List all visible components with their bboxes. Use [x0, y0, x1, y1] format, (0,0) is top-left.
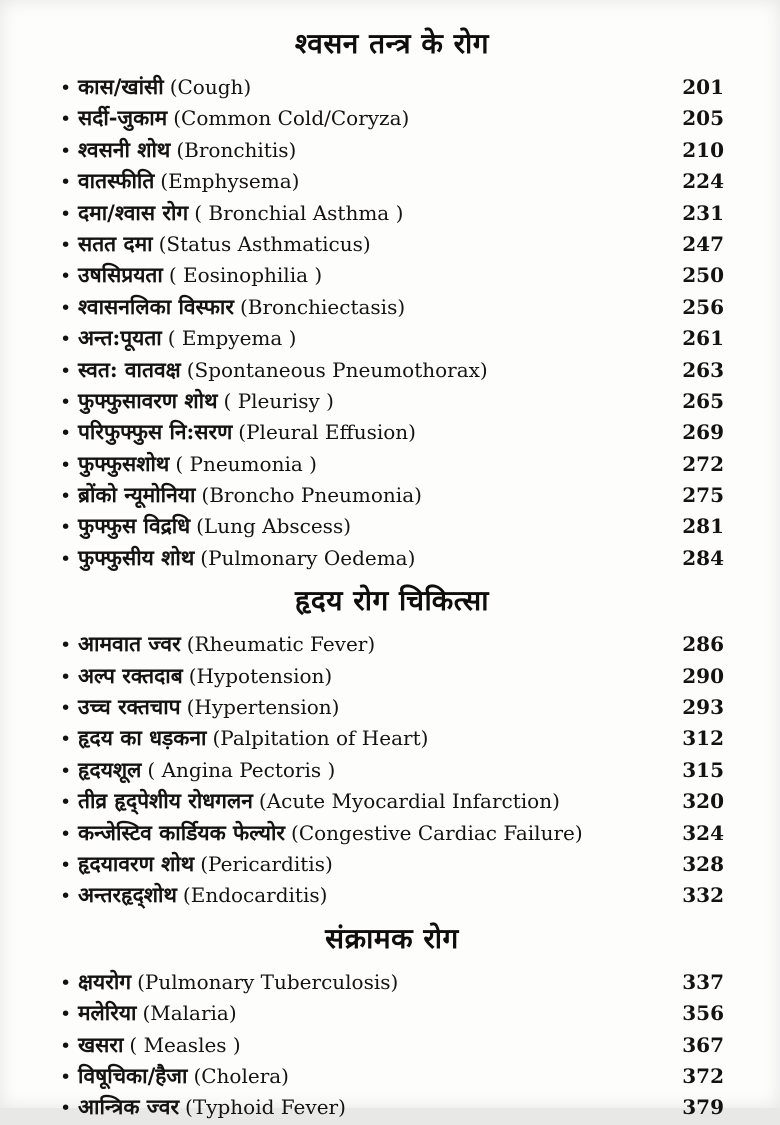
- bullet-icon: •: [60, 697, 72, 720]
- toc-entry-english: (Typhoid Fever): [185, 1095, 346, 1120]
- bullet-icon: •: [60, 759, 72, 782]
- toc-entry-label: [78, 354, 488, 386]
- table-of-contents: [60, 10, 724, 1123]
- toc-entry-hindi: हृदय का धड़कना: [78, 725, 207, 751]
- bullet-icon: •: [60, 108, 72, 131]
- toc-entry-english: (Endocarditis): [182, 883, 328, 908]
- toc-page-number: 367: [682, 1032, 724, 1057]
- toc-entry-label: [78, 542, 415, 574]
- toc-page-number: 272: [682, 451, 724, 476]
- bullet-icon: •: [60, 547, 72, 570]
- toc-entry-english: (Spontaneous Pneumothorax): [186, 357, 488, 382]
- toc-entry-hindi: वातस्फीति: [78, 168, 155, 194]
- toc-entry-label: [78, 628, 375, 660]
- toc-entry-label: [78, 448, 317, 480]
- toc-entry-label: [78, 71, 251, 103]
- toc-entry-english: ( Pneumonia ): [175, 451, 317, 476]
- toc-entry-english: (Emphysema): [160, 169, 300, 194]
- bullet-icon: •: [60, 139, 72, 162]
- toc-entry-english: (Pulmonary Oedema): [200, 545, 416, 570]
- bullet-icon: •: [60, 885, 72, 908]
- toc-row: [60, 1029, 724, 1060]
- toc-entry-label: [78, 966, 398, 998]
- toc-section: [60, 10, 724, 573]
- toc-row: [60, 479, 724, 510]
- toc-page-number: 324: [682, 820, 724, 845]
- toc-entry-label: [78, 817, 583, 849]
- toc-row: [60, 1060, 724, 1091]
- toc-page-number: 337: [682, 969, 724, 994]
- toc-page-number: 224: [682, 169, 724, 194]
- toc-page-number: 328: [682, 851, 724, 876]
- toc-entry-hindi: फुफ्फुस विद्रधि: [78, 513, 191, 539]
- bullet-icon: •: [60, 233, 72, 256]
- section-title: हृदय रोग चिकित्सा: [295, 584, 489, 618]
- toc-entry-hindi: क्षयरोग: [78, 968, 132, 994]
- toc-entry-english: (Cough): [169, 75, 252, 99]
- toc-row: [60, 754, 724, 785]
- toc-row: [60, 966, 724, 997]
- toc-row: [60, 165, 724, 196]
- toc-entry-english: (Cholera): [193, 1063, 289, 1088]
- toc-row: [60, 416, 724, 447]
- toc-row: [60, 197, 724, 228]
- toc-entry-hindi: श्वासनलिका विस्फार: [78, 293, 234, 319]
- toc-row: [60, 228, 724, 259]
- toc-page-number: 315: [682, 757, 724, 782]
- toc-entry-label: [78, 228, 371, 260]
- toc-entry-hindi: फुफ्फुसावरण शोथ: [78, 387, 218, 413]
- bullet-icon: •: [60, 77, 72, 99]
- toc-page-number: 210: [682, 137, 724, 162]
- toc-row: [60, 259, 724, 290]
- toc-entry-hindi: उच्च रक्तचाप: [78, 694, 181, 720]
- toc-entry-label: [78, 722, 428, 754]
- toc-entry-hindi: फुफ्फुसशोथ: [78, 450, 170, 476]
- toc-entry-label: [78, 322, 296, 354]
- toc-row: [60, 997, 724, 1028]
- toc-entry-english: (Malaria): [142, 1001, 237, 1026]
- toc-entry-hindi: श्वसनी शोथ: [78, 136, 171, 162]
- toc-row: [60, 102, 724, 133]
- toc-entry-english: (Acute Myocardial Infarction): [258, 789, 560, 814]
- bullet-icon: •: [60, 665, 72, 688]
- toc-row: [60, 1091, 724, 1122]
- toc-page-number: 356: [682, 1001, 724, 1026]
- bullet-icon: •: [60, 296, 72, 319]
- toc-entry-label: [78, 1091, 346, 1123]
- toc-row: [60, 785, 724, 816]
- toc-entry-english: (Pericarditis): [200, 851, 333, 876]
- bullet-icon: •: [60, 453, 72, 476]
- toc-entry-label: [78, 259, 322, 291]
- toc-entry-label: [78, 1029, 241, 1061]
- section-title: संक्रामक रोग: [325, 921, 459, 955]
- toc-entry-hindi: अन्तरहृद्शोथ: [78, 882, 177, 908]
- bullet-icon: •: [60, 1097, 72, 1120]
- bullet-icon: •: [60, 634, 72, 657]
- toc-entry-english: ( Pleurisy ): [223, 388, 334, 413]
- bullet-icon: •: [60, 1034, 72, 1057]
- toc-entry-label: [78, 997, 237, 1029]
- bullet-icon: •: [60, 265, 72, 288]
- bullet-icon: •: [60, 202, 72, 225]
- toc-page-number: 250: [682, 263, 724, 288]
- toc-entry-english: (Lung Abscess): [196, 514, 352, 539]
- toc-entry-label: [78, 1060, 289, 1092]
- toc-entry-hindi: तीव्र हृद्पेशीय रोधगलन: [78, 788, 253, 814]
- toc-row: [60, 385, 724, 416]
- bullet-icon: •: [60, 516, 72, 539]
- toc-entry-label: [78, 134, 296, 166]
- toc-page-number: 205: [682, 106, 724, 131]
- toc-entry-hindi: कन्जेस्टिव कार्डियक फेल्योर: [78, 819, 286, 845]
- toc-row: [60, 848, 724, 879]
- toc-entry-hindi: कास/खांसी: [78, 74, 164, 99]
- toc-entry-english: (Pulmonary Tuberculosis): [137, 969, 399, 994]
- bullet-icon: •: [60, 822, 72, 845]
- toc-entry-hindi: मलेरिया: [78, 1000, 137, 1026]
- bullet-icon: •: [60, 1003, 72, 1026]
- section-title: श्वसन तन्त्र के रोग: [294, 27, 490, 60]
- toc-page-number: 269: [682, 420, 724, 445]
- toc-entry-english: (Rheumatic Fever): [186, 632, 376, 657]
- toc-page-number: 263: [682, 357, 724, 382]
- toc-row: [60, 354, 724, 385]
- toc-row: [60, 71, 724, 102]
- toc-entry-english: (Palpitation of Heart): [212, 726, 429, 751]
- toc-page-number: 372: [682, 1063, 724, 1088]
- bullet-icon: •: [60, 328, 72, 351]
- toc-entry-label: [78, 848, 333, 880]
- toc-entry-english: (Hypertension): [186, 695, 340, 720]
- toc-page-number: 312: [682, 726, 724, 751]
- toc-page-number: 201: [682, 75, 724, 99]
- toc-entry-label: [78, 416, 416, 448]
- toc-entry-label: [78, 691, 339, 723]
- toc-entry-label: [78, 385, 334, 417]
- bullet-icon: •: [60, 1065, 72, 1088]
- toc-entry-hindi: हृदयशूल: [78, 756, 142, 782]
- toc-entry-label: [78, 510, 351, 542]
- toc-entry-hindi: आमवात ज्वर: [78, 631, 181, 657]
- toc-entry-english: ( Empyema ): [167, 326, 297, 351]
- toc-row: [60, 322, 724, 353]
- bullet-icon: •: [60, 728, 72, 751]
- toc-page-number: 261: [682, 326, 724, 351]
- toc-entry-hindi: फुफ्फुसीय शोथ: [78, 544, 195, 570]
- bullet-icon: •: [60, 390, 72, 413]
- toc-row: [60, 628, 724, 659]
- toc-page-number: 231: [682, 200, 724, 225]
- toc-rows: [60, 71, 724, 573]
- toc-entry-label: [78, 165, 299, 197]
- toc-row: [60, 691, 724, 722]
- toc-row: [60, 817, 724, 848]
- toc-entry-hindi: उषसिप्रयता: [78, 262, 163, 288]
- toc-page-number: 379: [682, 1095, 724, 1120]
- toc-page-number: 256: [682, 294, 724, 319]
- toc-page-number: 275: [682, 483, 724, 508]
- toc-entry-hindi: अन्त:पूयता: [78, 325, 162, 351]
- toc-entry-label: [78, 660, 332, 692]
- toc-page-number: 247: [682, 231, 724, 256]
- toc-row: [60, 879, 724, 910]
- bullet-icon: •: [60, 853, 72, 876]
- toc-rows: [60, 966, 724, 1123]
- toc-entry-hindi: आन्त्रिक ज्वर: [78, 1094, 180, 1120]
- bullet-icon: •: [60, 791, 72, 814]
- toc-page-number: 320: [682, 789, 724, 814]
- toc-entry-hindi: स्वत: वातवक्ष: [78, 356, 181, 382]
- toc-entry-english: (Broncho Pneumonia): [201, 483, 422, 508]
- toc-entry-english: (Bronchitis): [176, 137, 297, 162]
- toc-entry-label: [78, 754, 335, 786]
- toc-row: [60, 448, 724, 479]
- toc-row: [60, 722, 724, 753]
- toc-page-number: 332: [682, 883, 724, 908]
- toc-row: [60, 660, 724, 691]
- bullet-icon: •: [60, 171, 72, 194]
- toc-section: [60, 573, 724, 911]
- bullet-icon: •: [60, 359, 72, 382]
- toc-entry-hindi: सतत दमा: [78, 230, 153, 256]
- toc-entry-label: [78, 879, 327, 911]
- toc-entry-english: (Status Asthmaticus): [158, 231, 371, 256]
- toc-entry-label: [78, 291, 405, 323]
- bullet-icon: •: [60, 422, 72, 445]
- toc-entry-hindi: खसरा: [78, 1031, 124, 1057]
- toc-entry-hindi: दमा/श्वास रोग: [78, 199, 189, 225]
- toc-entry-english: (Congestive Cardiac Failure): [291, 820, 583, 845]
- toc-page-number: 284: [682, 545, 724, 570]
- toc-entry-english: (Pleural Effusion): [238, 420, 416, 445]
- toc-entry-english: (Common Cold/Coryza): [173, 106, 410, 131]
- toc-entry-label: [78, 197, 403, 229]
- toc-entry-label: [78, 479, 422, 511]
- toc-entry-english: ( Measles ): [129, 1032, 241, 1057]
- toc-entry-english: (Bronchiectasis): [239, 294, 406, 319]
- toc-entry-hindi: हृदयावरण शोथ: [78, 850, 195, 876]
- toc-entry-english: ( Eosinophilia ): [168, 263, 323, 288]
- toc-page-number: 290: [682, 663, 724, 688]
- toc-entry-hindi: परिफुफ्फुस नि:सरण: [78, 419, 233, 445]
- bullet-icon: •: [60, 971, 72, 994]
- toc-entry-hindi: सर्दी-जुकाम: [78, 105, 168, 131]
- toc-section: [60, 911, 724, 1123]
- toc-page-number: 281: [682, 514, 724, 539]
- toc-rows: [60, 628, 724, 911]
- toc-entry-english: ( Angina Pectoris ): [147, 757, 336, 782]
- toc-entry-label: [78, 785, 560, 817]
- toc-entry-hindi: विषूचिका/हैजा: [78, 1062, 188, 1088]
- toc-page-number: 265: [682, 388, 724, 413]
- toc-page-number: 286: [682, 632, 724, 657]
- toc-entry-hindi: ब्रोंको न्यूमोनिया: [78, 482, 196, 508]
- toc-row: [60, 510, 724, 541]
- toc-row: [60, 542, 724, 573]
- toc-entry-english: (Hypotension): [188, 663, 333, 688]
- toc-entry-hindi: अल्प रक्तदाब: [78, 662, 183, 688]
- toc-row: [60, 134, 724, 165]
- toc-page-number: 293: [682, 695, 724, 720]
- toc-row: [60, 291, 724, 322]
- toc-entry-label: [78, 102, 409, 134]
- toc-entry-english: ( Bronchial Asthma ): [194, 200, 404, 225]
- bullet-icon: •: [60, 485, 72, 508]
